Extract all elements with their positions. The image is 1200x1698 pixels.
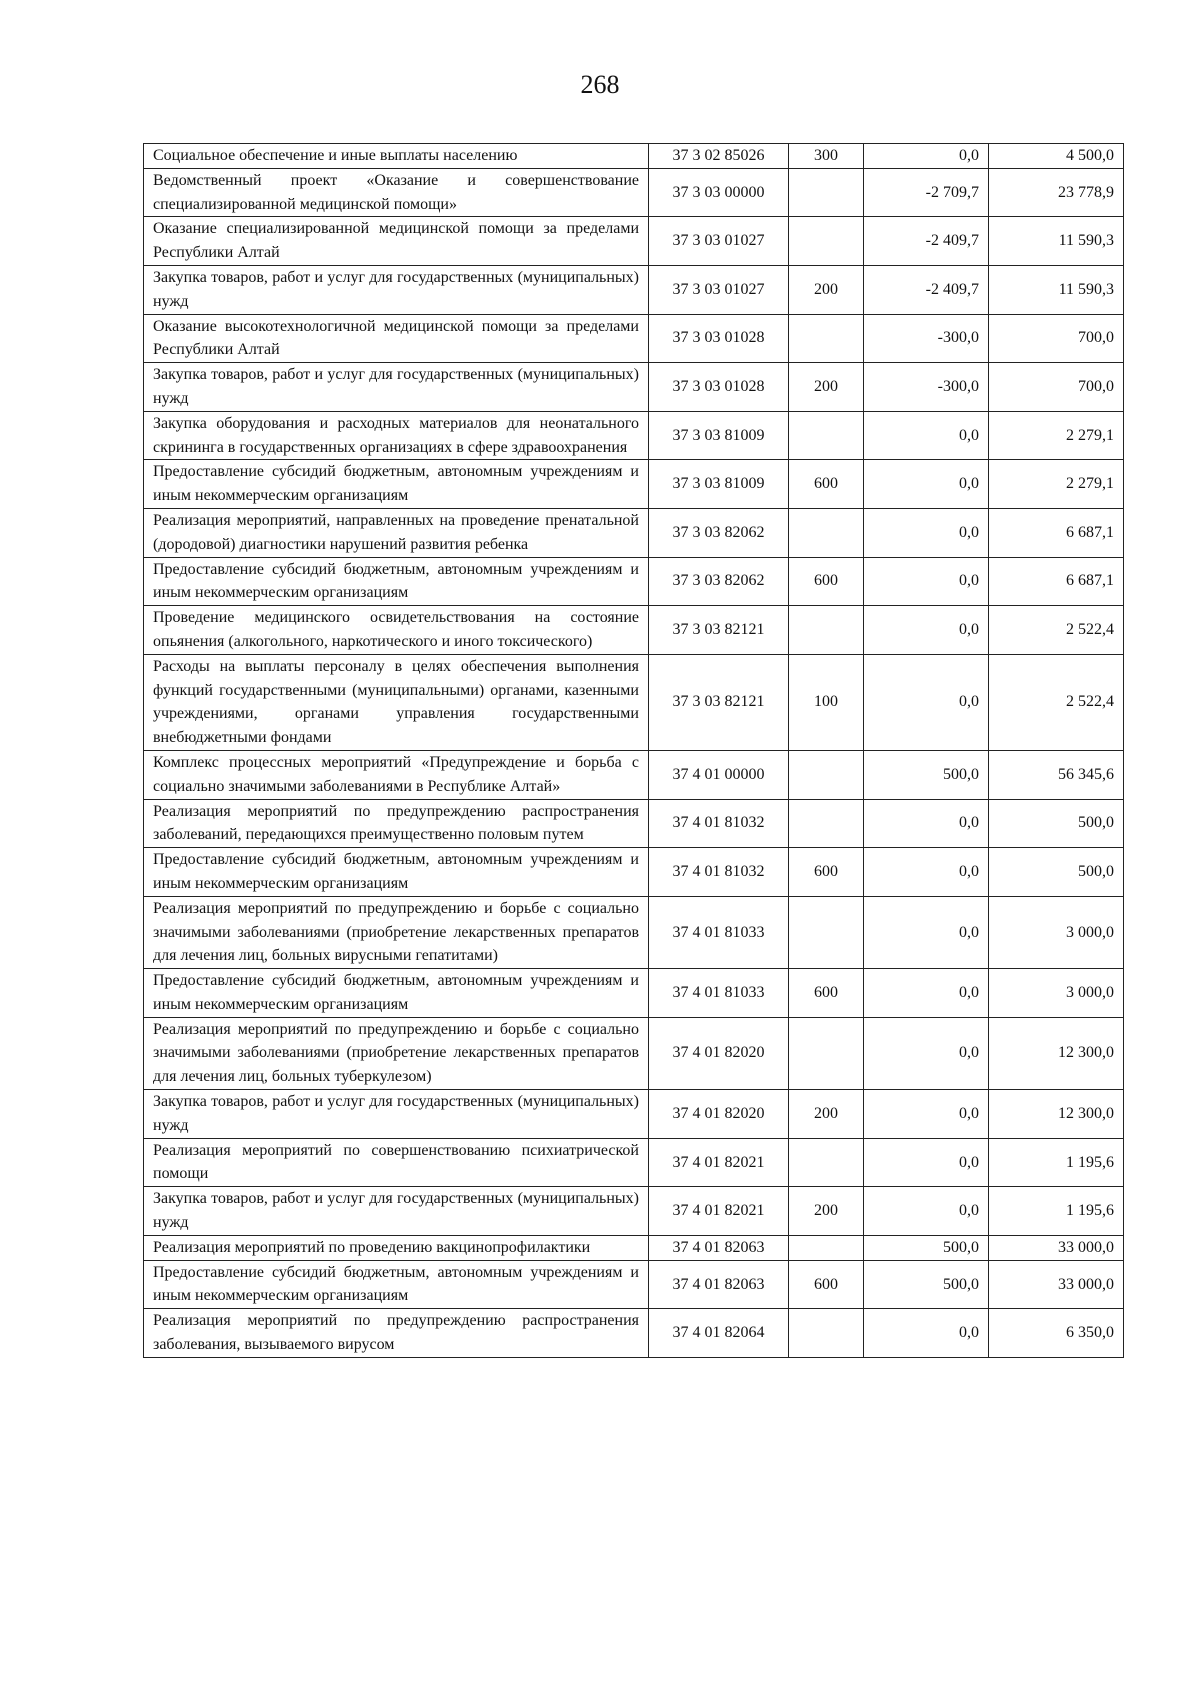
total-amount-cell: 2 279,1 bbox=[989, 460, 1124, 509]
target-code-cell: 37 4 01 82063 bbox=[649, 1235, 789, 1260]
expense-name-cell: Социальное обеспечение и иные выплаты населению bbox=[144, 144, 649, 169]
expense-name-cell: Расходы на выплаты персоналу в целях обеспечения выполнения функций государственными (муниципальными) органами, казенными учреждениями, органами управления государственными внебюджетными фондами bbox=[144, 654, 649, 750]
total-amount-cell: 700,0 bbox=[989, 363, 1124, 412]
expense-type-cell: 600 bbox=[789, 1260, 864, 1309]
expense-type-cell: 600 bbox=[789, 848, 864, 897]
expense-name-cell: Комплекс процессных мероприятий «Предупреждение и борьба с социально значимыми заболеваниями в Республике Алтай» bbox=[144, 750, 649, 799]
change-amount-cell: 0,0 bbox=[864, 508, 989, 557]
change-amount-cell: 0,0 bbox=[864, 969, 989, 1018]
total-amount-cell: 33 000,0 bbox=[989, 1235, 1124, 1260]
target-code-cell: 37 4 01 81033 bbox=[649, 896, 789, 968]
target-code-cell: 37 3 03 81009 bbox=[649, 411, 789, 460]
expense-type-cell bbox=[789, 168, 864, 217]
expense-name-cell: Реализация мероприятий по предупреждению и борьбе с социально значимыми заболеваниями (приобретение лекарственных препаратов для лечения лиц, больных вирусными гепатитами) bbox=[144, 896, 649, 968]
target-code-cell: 37 3 03 01027 bbox=[649, 265, 789, 314]
expense-type-cell bbox=[789, 314, 864, 363]
change-amount-cell: 0,0 bbox=[864, 654, 989, 750]
table-row bbox=[144, 1235, 1124, 1260]
table-row bbox=[144, 606, 1124, 655]
expense-type-cell bbox=[789, 606, 864, 655]
expense-type-cell bbox=[789, 217, 864, 266]
expense-type-cell: 100 bbox=[789, 654, 864, 750]
budget-table bbox=[143, 143, 1124, 1358]
table-row bbox=[144, 508, 1124, 557]
change-amount-cell: 0,0 bbox=[864, 460, 989, 509]
expense-name-cell: Предоставление субсидий бюджетным, автономным учреждениям и иным некоммерческим организациям bbox=[144, 969, 649, 1018]
table-row bbox=[144, 144, 1124, 169]
change-amount-cell: 0,0 bbox=[864, 896, 989, 968]
expense-name-cell: Проведение медицинского освидетельствования на состояние опьянения (алкогольного, наркотического и иного токсического) bbox=[144, 606, 649, 655]
total-amount-cell: 2 279,1 bbox=[989, 411, 1124, 460]
expense-name-cell: Реализация мероприятий по предупреждению и борьбе с социально значимыми заболеваниями (приобретение лекарственных препаратов для лечения лиц, больных туберкулезом) bbox=[144, 1017, 649, 1089]
change-amount-cell: -2 709,7 bbox=[864, 168, 989, 217]
total-amount-cell: 4 500,0 bbox=[989, 144, 1124, 169]
table-row bbox=[144, 1138, 1124, 1187]
target-code-cell: 37 3 03 82121 bbox=[649, 606, 789, 655]
table-row bbox=[144, 750, 1124, 799]
table-row bbox=[144, 217, 1124, 266]
total-amount-cell: 12 300,0 bbox=[989, 1090, 1124, 1139]
expense-name-cell: Закупка товаров, работ и услуг для государственных (муниципальных) нужд bbox=[144, 1187, 649, 1236]
change-amount-cell: -300,0 bbox=[864, 314, 989, 363]
expense-type-cell bbox=[789, 1235, 864, 1260]
expense-name-cell: Оказание специализированной медицинской помощи за пределами Республики Алтай bbox=[144, 217, 649, 266]
total-amount-cell: 6 350,0 bbox=[989, 1309, 1124, 1358]
target-code-cell: 37 4 01 00000 bbox=[649, 750, 789, 799]
target-code-cell: 37 3 03 01028 bbox=[649, 314, 789, 363]
change-amount-cell: 0,0 bbox=[864, 1187, 989, 1236]
target-code-cell: 37 4 01 81032 bbox=[649, 799, 789, 848]
expense-name-cell: Реализация мероприятий по предупреждению распространения заболеваний, передающихся преимущественно половым путем bbox=[144, 799, 649, 848]
total-amount-cell: 2 522,4 bbox=[989, 654, 1124, 750]
change-amount-cell: 0,0 bbox=[864, 1309, 989, 1358]
expense-type-cell bbox=[789, 750, 864, 799]
expense-name-cell: Предоставление субсидий бюджетным, автономным учреждениям и иным некоммерческим организациям bbox=[144, 557, 649, 606]
table-row bbox=[144, 1309, 1124, 1358]
target-code-cell: 37 3 03 81009 bbox=[649, 460, 789, 509]
expense-type-cell: 200 bbox=[789, 1090, 864, 1139]
target-code-cell: 37 4 01 82020 bbox=[649, 1090, 789, 1139]
expense-type-cell: 200 bbox=[789, 265, 864, 314]
target-code-cell: 37 4 01 82021 bbox=[649, 1187, 789, 1236]
table-row bbox=[144, 896, 1124, 968]
target-code-cell: 37 3 03 82121 bbox=[649, 654, 789, 750]
table-row bbox=[144, 557, 1124, 606]
budget-table-body bbox=[144, 144, 1124, 1358]
total-amount-cell: 500,0 bbox=[989, 799, 1124, 848]
total-amount-cell: 12 300,0 bbox=[989, 1017, 1124, 1089]
table-row bbox=[144, 1260, 1124, 1309]
expense-type-cell: 200 bbox=[789, 1187, 864, 1236]
change-amount-cell: 0,0 bbox=[864, 411, 989, 460]
change-amount-cell: 500,0 bbox=[864, 750, 989, 799]
target-code-cell: 37 4 01 82021 bbox=[649, 1138, 789, 1187]
target-code-cell: 37 3 03 01027 bbox=[649, 217, 789, 266]
expense-name-cell: Закупка товаров, работ и услуг для государственных (муниципальных) нужд bbox=[144, 1090, 649, 1139]
target-code-cell: 37 4 01 82020 bbox=[649, 1017, 789, 1089]
total-amount-cell: 1 195,6 bbox=[989, 1187, 1124, 1236]
change-amount-cell: 0,0 bbox=[864, 1017, 989, 1089]
change-amount-cell: 0,0 bbox=[864, 1138, 989, 1187]
expense-name-cell: Реализация мероприятий по совершенствованию психиатрической помощи bbox=[144, 1138, 649, 1187]
target-code-cell: 37 3 03 82062 bbox=[649, 508, 789, 557]
table-row bbox=[144, 411, 1124, 460]
expense-name-cell: Ведомственный проект «Оказание и совершенствование специализированной медицинской помощи» bbox=[144, 168, 649, 217]
total-amount-cell: 6 687,1 bbox=[989, 508, 1124, 557]
expense-type-cell bbox=[789, 1017, 864, 1089]
total-amount-cell: 11 590,3 bbox=[989, 217, 1124, 266]
expense-name-cell: Закупка товаров, работ и услуг для государственных (муниципальных) нужд bbox=[144, 265, 649, 314]
expense-name-cell: Закупка оборудования и расходных материалов для неонатального скрининга в государственных организациях в сфере здравоохранения bbox=[144, 411, 649, 460]
target-code-cell: 37 3 03 00000 bbox=[649, 168, 789, 217]
expense-name-cell: Предоставление субсидий бюджетным, автономным учреждениям и иным некоммерческим организациям bbox=[144, 848, 649, 897]
change-amount-cell: 0,0 bbox=[864, 799, 989, 848]
table-row bbox=[144, 314, 1124, 363]
change-amount-cell: 0,0 bbox=[864, 557, 989, 606]
table-row bbox=[144, 1090, 1124, 1139]
target-code-cell: 37 3 02 85026 bbox=[649, 144, 789, 169]
table-row bbox=[144, 168, 1124, 217]
expense-name-cell: Закупка товаров, работ и услуг для государственных (муниципальных) нужд bbox=[144, 363, 649, 412]
table-row bbox=[144, 848, 1124, 897]
table-row bbox=[144, 969, 1124, 1018]
expense-name-cell: Предоставление субсидий бюджетным, автономным учреждениям и иным некоммерческим организациям bbox=[144, 460, 649, 509]
total-amount-cell: 33 000,0 bbox=[989, 1260, 1124, 1309]
total-amount-cell: 3 000,0 bbox=[989, 969, 1124, 1018]
total-amount-cell: 11 590,3 bbox=[989, 265, 1124, 314]
expense-type-cell bbox=[789, 896, 864, 968]
target-code-cell: 37 4 01 81033 bbox=[649, 969, 789, 1018]
total-amount-cell: 6 687,1 bbox=[989, 557, 1124, 606]
change-amount-cell: 0,0 bbox=[864, 606, 989, 655]
change-amount-cell: 0,0 bbox=[864, 144, 989, 169]
page-number: 268 bbox=[580, 70, 620, 99]
table-row bbox=[144, 1187, 1124, 1236]
change-amount-cell: 0,0 bbox=[864, 848, 989, 897]
table-row bbox=[144, 363, 1124, 412]
total-amount-cell: 1 195,6 bbox=[989, 1138, 1124, 1187]
target-code-cell: 37 4 01 82063 bbox=[649, 1260, 789, 1309]
expense-type-cell bbox=[789, 799, 864, 848]
expense-type-cell: 600 bbox=[789, 969, 864, 1018]
change-amount-cell: -300,0 bbox=[864, 363, 989, 412]
expense-type-cell: 300 bbox=[789, 144, 864, 169]
total-amount-cell: 700,0 bbox=[989, 314, 1124, 363]
table-row bbox=[144, 799, 1124, 848]
total-amount-cell: 2 522,4 bbox=[989, 606, 1124, 655]
expense-name-cell: Реализация мероприятий по предупреждению распространения заболевания, вызываемого вирусом bbox=[144, 1309, 649, 1358]
total-amount-cell: 23 778,9 bbox=[989, 168, 1124, 217]
target-code-cell: 37 4 01 82064 bbox=[649, 1309, 789, 1358]
expense-type-cell: 600 bbox=[789, 557, 864, 606]
expense-name-cell: Предоставление субсидий бюджетным, автономным учреждениям и иным некоммерческим организациям bbox=[144, 1260, 649, 1309]
change-amount-cell: -2 409,7 bbox=[864, 217, 989, 266]
expense-type-cell bbox=[789, 1138, 864, 1187]
expense-name-cell: Оказание высокотехнологичной медицинской помощи за пределами Республики Алтай bbox=[144, 314, 649, 363]
change-amount-cell: 500,0 bbox=[864, 1260, 989, 1309]
table-row bbox=[144, 654, 1124, 750]
table-row bbox=[144, 265, 1124, 314]
target-code-cell: 37 4 01 81032 bbox=[649, 848, 789, 897]
expense-type-cell: 200 bbox=[789, 363, 864, 412]
expense-type-cell bbox=[789, 411, 864, 460]
change-amount-cell: -2 409,7 bbox=[864, 265, 989, 314]
total-amount-cell: 500,0 bbox=[989, 848, 1124, 897]
table-row bbox=[144, 1017, 1124, 1089]
change-amount-cell: 0,0 bbox=[864, 1090, 989, 1139]
expense-type-cell bbox=[789, 1309, 864, 1358]
target-code-cell: 37 3 03 01028 bbox=[649, 363, 789, 412]
target-code-cell: 37 3 03 82062 bbox=[649, 557, 789, 606]
total-amount-cell: 56 345,6 bbox=[989, 750, 1124, 799]
expense-name-cell: Реализация мероприятий по проведению вакцинопрофилактики bbox=[144, 1235, 649, 1260]
table-row bbox=[144, 460, 1124, 509]
expense-name-cell: Реализация мероприятий, направленных на проведение пренатальной (дородовой) диагностики нарушений развития ребенка bbox=[144, 508, 649, 557]
expense-type-cell bbox=[789, 508, 864, 557]
change-amount-cell: 500,0 bbox=[864, 1235, 989, 1260]
total-amount-cell: 3 000,0 bbox=[989, 896, 1124, 968]
expense-type-cell: 600 bbox=[789, 460, 864, 509]
